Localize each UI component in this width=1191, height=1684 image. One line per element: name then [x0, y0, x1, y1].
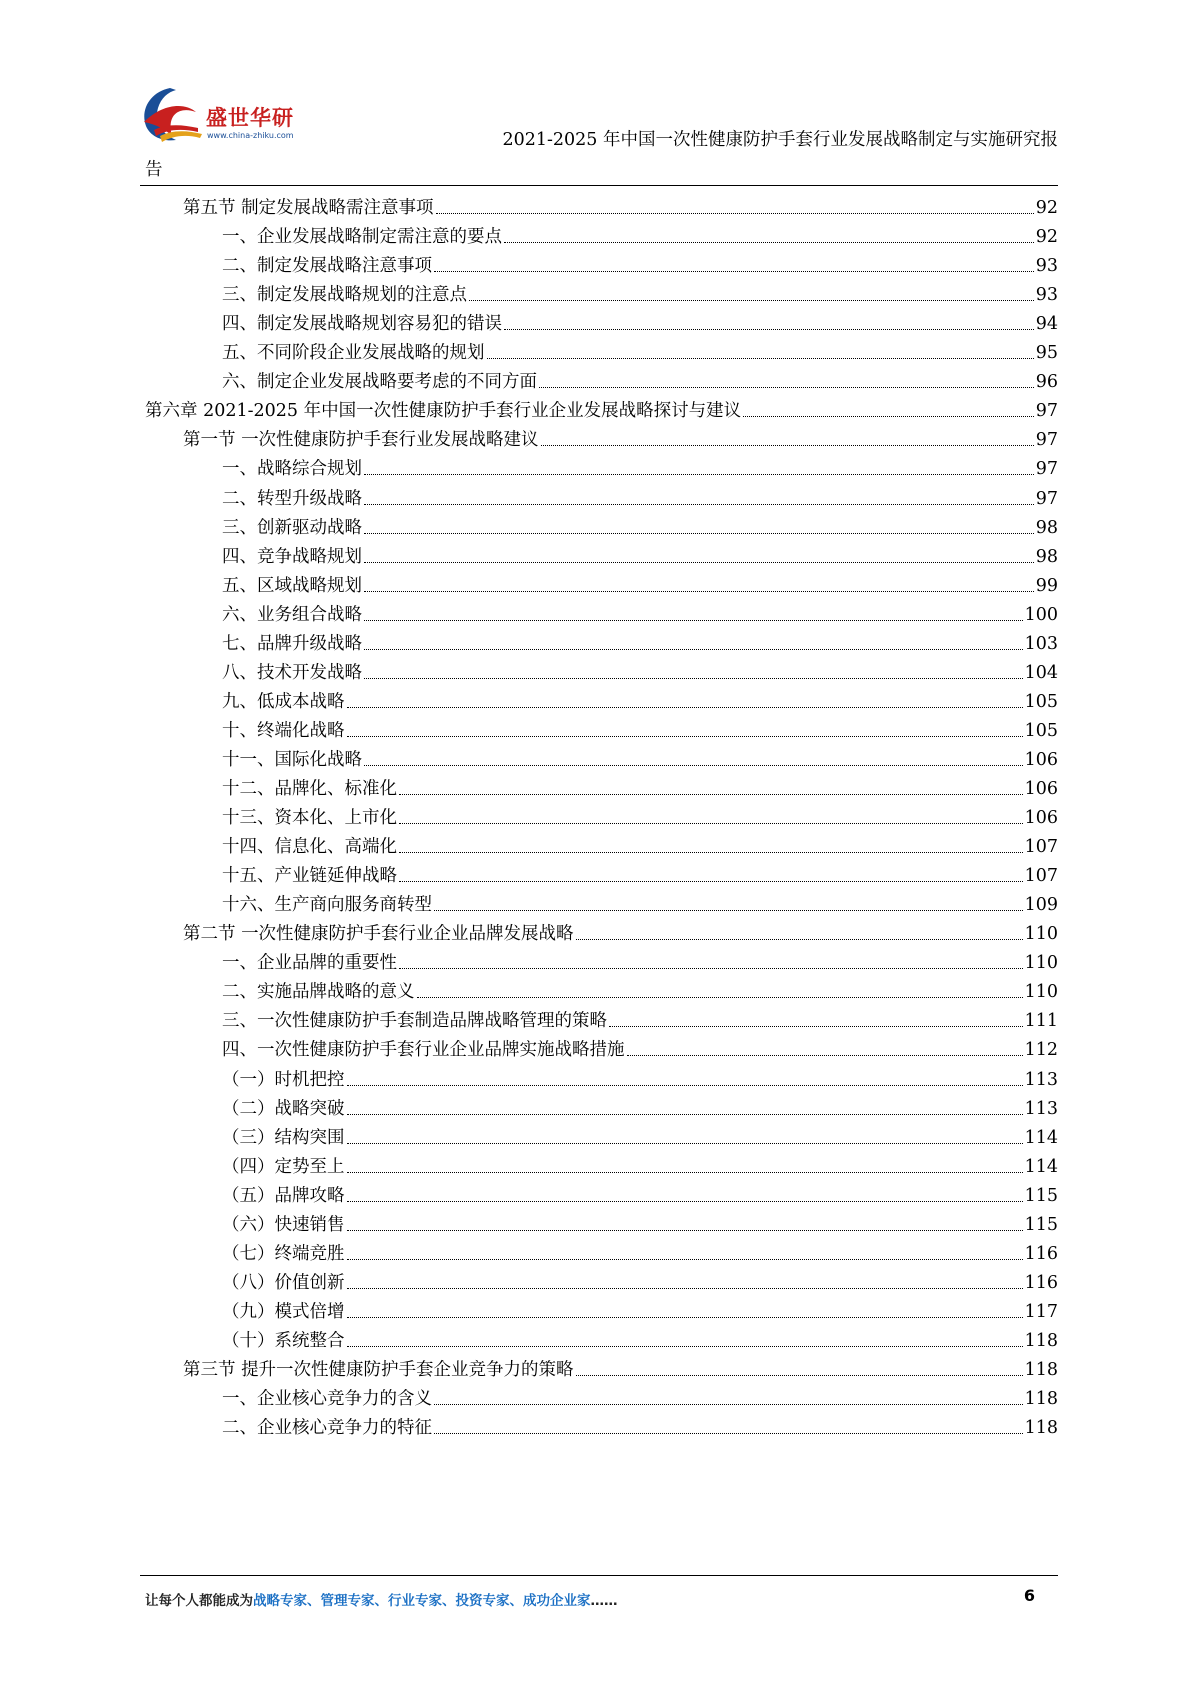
toc-leader-dots	[347, 1114, 1023, 1115]
toc-entry-label: 八、技术开发战略	[222, 662, 362, 683]
toc-entry-page: 113	[1024, 1069, 1058, 1090]
toc-entry-label: 十四、信息化、高端化	[222, 837, 397, 858]
toc-entry[interactable]	[222, 1060, 1058, 1091]
toc-entry-label: 六、业务组合战略	[222, 604, 362, 625]
toc-entry-page: 110	[1024, 982, 1058, 1003]
toc-entry-page: 114	[1024, 1156, 1058, 1177]
toc-entry-page: 105	[1024, 691, 1058, 712]
toc-entry-page: 104	[1024, 662, 1058, 683]
toc-entry-page: 110	[1024, 953, 1058, 974]
toc-entry[interactable]	[222, 653, 1058, 684]
toc-leader-dots	[627, 1055, 1023, 1056]
toc-entry[interactable]	[183, 420, 1058, 451]
footer-slogan-prefix: 让每个人都能成为	[145, 1593, 253, 1609]
toc-entry-label: 二、制定发展战略注意事项	[222, 256, 432, 277]
toc-leader-dots	[347, 736, 1023, 737]
company-logo	[140, 84, 320, 148]
toc-leader-dots	[541, 445, 1034, 446]
toc-entry[interactable]	[222, 479, 1058, 510]
toc-entry[interactable]	[222, 885, 1058, 916]
toc-leader-dots	[364, 678, 1023, 679]
logo-url: www.china-zhiku.com	[207, 131, 294, 140]
toc-entry[interactable]	[222, 304, 1058, 335]
toc-entry[interactable]	[222, 972, 1058, 1003]
toc-entry-label: 十六、生产商向服务商转型	[222, 895, 432, 916]
toc-entry-page: 99	[1035, 575, 1058, 596]
toc-entry-page: 97	[1035, 488, 1058, 509]
toc-entry-page: 107	[1024, 866, 1058, 887]
toc-entry[interactable]	[222, 682, 1058, 713]
toc-leader-dots	[576, 1375, 1023, 1376]
toc-entry-label: （二）战略突破	[222, 1098, 345, 1119]
toc-entry[interactable]	[222, 827, 1058, 858]
toc-entry-label: 第六章 2021-2025 年中国一次性健康防护手套行业企业发展战略探讨与建议	[145, 401, 742, 422]
toc-entry[interactable]	[222, 1408, 1058, 1439]
toc-entry[interactable]	[222, 740, 1058, 771]
toc-entry-page: 118	[1024, 1360, 1058, 1380]
toc-entry[interactable]	[222, 217, 1058, 248]
toc-leader-dots	[504, 242, 1034, 243]
toc-entry[interactable]	[222, 1147, 1058, 1178]
toc-leader-dots	[399, 852, 1023, 853]
toc-entry-page: 106	[1024, 749, 1058, 770]
toc-leader-dots	[364, 649, 1023, 650]
toc-leader-dots	[347, 1346, 1023, 1347]
toc-entry-page: 118	[1024, 1418, 1058, 1439]
toc-entry-page: 106	[1024, 808, 1058, 829]
toc-entry-page: 110	[1024, 924, 1058, 945]
toc-entry[interactable]	[222, 1118, 1058, 1149]
toc-entry-label: 十三、资本化、上市化	[222, 808, 397, 829]
toc-entry[interactable]	[183, 188, 1058, 219]
toc-entry-page: 96	[1035, 372, 1058, 393]
toc-leader-dots	[364, 504, 1034, 505]
footer-divider	[140, 1575, 1058, 1576]
toc-entry[interactable]	[222, 275, 1058, 306]
toc-leader-dots	[364, 620, 1023, 621]
toc-entry[interactable]	[222, 1379, 1058, 1410]
toc-entry-label: 一、企业发展战略制定需注意的要点	[222, 227, 502, 248]
logo-emblem-icon	[140, 84, 210, 148]
toc-entry-label: （三）结构突围	[222, 1127, 345, 1148]
toc-entry-page: 95	[1035, 343, 1058, 364]
toc-entry-label: 九、低成本战略	[222, 691, 345, 712]
toc-entry[interactable]	[222, 508, 1058, 539]
toc-entry-page: 114	[1024, 1127, 1058, 1148]
toc-leader-dots	[434, 1433, 1023, 1434]
toc-leader-dots	[417, 997, 1023, 998]
toc-entry-page: 116	[1024, 1272, 1058, 1293]
toc-entry-page: 105	[1024, 720, 1058, 741]
toc-leader-dots	[436, 213, 1034, 214]
toc-entry-label: 三、创新驱动战略	[222, 517, 362, 538]
toc-leader-dots	[347, 1230, 1023, 1231]
toc-entry-label: 第二节 一次性健康防护手套行业企业品牌发展战略	[183, 924, 574, 945]
toc-entry-label: （五）品牌攻略	[222, 1185, 345, 1206]
toc-entry-label: 二、转型升级战略	[222, 488, 362, 509]
toc-leader-dots	[364, 474, 1034, 475]
toc-entry-page: 98	[1035, 517, 1058, 538]
toc-leader-dots	[364, 765, 1023, 766]
toc-leader-dots	[399, 823, 1023, 824]
toc-entry-page: 107	[1024, 837, 1058, 858]
logo-name: 盛世华研	[206, 106, 294, 130]
header-divider	[140, 185, 1058, 186]
toc-entry[interactable]	[222, 1292, 1058, 1323]
toc-entry-label: 四、制定发展战略规划容易犯的错误	[222, 314, 502, 335]
toc-entry[interactable]	[222, 537, 1058, 568]
toc-entry-label: （一）时机把控	[222, 1069, 345, 1090]
toc-entry[interactable]	[183, 1350, 1058, 1381]
toc-entry-page: 97	[1035, 401, 1058, 422]
toc-entry-page: 118	[1024, 1389, 1058, 1410]
toc-entry-label: 一、企业核心竞争力的含义	[222, 1389, 432, 1410]
toc-entry[interactable]	[222, 362, 1058, 393]
toc-entry-label: （八）价值创新	[222, 1272, 345, 1293]
toc-entry-label: 一、战略综合规划	[222, 459, 362, 480]
toc-leader-dots	[399, 968, 1023, 969]
toc-entry[interactable]	[222, 624, 1058, 655]
toc-entry-label: 六、制定企业发展战略要考虑的不同方面	[222, 372, 537, 393]
toc-leader-dots	[347, 1317, 1023, 1318]
toc-entry[interactable]	[222, 1089, 1058, 1120]
toc-leader-dots	[576, 939, 1023, 940]
report-title: 2021-2025 年中国一次性健康防护手套行业发展战略制定与实施研究报	[502, 130, 1058, 150]
toc-entry-label: 二、企业核心竞争力的特征	[222, 1418, 432, 1439]
toc-entry-page: 109	[1024, 895, 1058, 916]
toc-entry[interactable]	[222, 856, 1058, 887]
toc-entry[interactable]	[222, 711, 1058, 742]
toc-leader-dots	[504, 329, 1034, 330]
toc-entry-page: 103	[1024, 633, 1058, 654]
toc-leader-dots	[364, 591, 1034, 592]
toc-entry-label: （六）快速销售	[222, 1214, 345, 1235]
toc-entry[interactable]	[222, 1263, 1058, 1294]
toc-entry-label: 十一、国际化战略	[222, 749, 362, 770]
toc-entry[interactable]	[222, 1205, 1058, 1236]
toc-entry[interactable]	[222, 769, 1058, 800]
toc-entry-label: 十五、产业链延伸战略	[222, 866, 397, 887]
toc-entry-page: 93	[1035, 285, 1058, 306]
toc-entry-page: 100	[1024, 604, 1058, 625]
toc-entry-label: （九）模式倍增	[222, 1301, 345, 1322]
toc-entry[interactable]	[145, 391, 1058, 422]
toc-entry[interactable]	[222, 943, 1058, 974]
toc-entry-page: 112	[1024, 1040, 1058, 1061]
toc-entry[interactable]	[222, 595, 1058, 626]
toc-leader-dots	[364, 562, 1034, 563]
toc-leader-dots	[487, 358, 1034, 359]
toc-entry[interactable]	[222, 1030, 1058, 1061]
toc-entry-page: 94	[1035, 314, 1058, 335]
footer-slogan-suffix: ……	[590, 1593, 618, 1609]
toc-entry-label: 三、制定发展战略规划的注意点	[222, 285, 467, 306]
toc-entry-page: 116	[1024, 1243, 1058, 1264]
toc-entry-label: 四、竞争战略规划	[222, 546, 362, 567]
toc-entry[interactable]	[222, 1176, 1058, 1207]
toc-entry[interactable]	[222, 246, 1058, 277]
toc-leader-dots	[434, 910, 1023, 911]
toc-entry-page: 118	[1024, 1330, 1058, 1351]
toc-entry-page: 115	[1024, 1185, 1058, 1206]
toc-entry-label: 四、一次性健康防护手套行业企业品牌实施战略措施	[222, 1040, 625, 1061]
toc-entry-label: 三、一次性健康防护手套制造品牌战略管理的策略	[222, 1011, 607, 1032]
toc-entry-page: 97	[1035, 430, 1058, 451]
toc-leader-dots	[347, 1172, 1023, 1173]
toc-leader-dots	[347, 1085, 1023, 1086]
toc-entry-label: 一、企业品牌的重要性	[222, 953, 397, 974]
toc-leader-dots	[347, 707, 1023, 708]
footer-slogan	[145, 1589, 618, 1609]
toc-entry-page: 97	[1035, 459, 1058, 480]
toc-leader-dots	[347, 1143, 1023, 1144]
toc-entry[interactable]	[222, 1321, 1058, 1352]
toc-entry-label: 五、不同阶段企业发展战略的规划	[222, 343, 485, 364]
toc-leader-dots	[347, 1259, 1023, 1260]
toc-leader-dots	[347, 1201, 1023, 1202]
toc-leader-dots	[743, 416, 1034, 417]
toc-leader-dots	[347, 1288, 1023, 1289]
toc-entry-page: 111	[1024, 1011, 1058, 1032]
toc-entry-label: 五、区域战略规划	[222, 575, 362, 596]
toc-entry[interactable]	[222, 449, 1058, 480]
toc-entry-label: 七、品牌升级战略	[222, 633, 362, 654]
footer-slogan-highlight: 战略专家、管理专家、行业专家、投资专家、成功企业家	[253, 1593, 591, 1609]
toc-entry-label: 十二、品牌化、标准化	[222, 779, 397, 799]
toc-entry[interactable]	[222, 798, 1058, 829]
toc-entry-page: 115	[1024, 1214, 1058, 1235]
toc-entry-page: 92	[1035, 198, 1058, 218]
toc-entry[interactable]	[222, 1234, 1058, 1265]
toc-entry-page: 117	[1024, 1301, 1058, 1322]
toc-leader-dots	[399, 881, 1023, 882]
toc-leader-dots	[609, 1026, 1023, 1027]
toc-entry-label: 十、终端化战略	[222, 720, 345, 741]
toc-leader-dots	[434, 1404, 1023, 1405]
toc-entry[interactable]	[222, 566, 1058, 597]
toc-entry-page: 93	[1035, 256, 1058, 277]
toc-leader-dots	[469, 300, 1034, 301]
toc-entry-page: 92	[1035, 227, 1058, 248]
report-title-continuation: 告	[145, 160, 163, 180]
toc-entry-page: 106	[1024, 779, 1058, 799]
toc-entry[interactable]	[222, 333, 1058, 364]
toc-entry[interactable]	[222, 1001, 1058, 1032]
toc-leader-dots	[399, 794, 1023, 795]
toc-entry-label: 第一节 一次性健康防护手套行业发展战略建议	[183, 430, 539, 451]
page-number: 6	[1023, 1586, 1035, 1605]
toc-entry-label: （七）终端竞胜	[222, 1243, 345, 1264]
toc-leader-dots	[364, 533, 1034, 534]
toc-entry-label: 第五节 制定发展战略需注意事项	[183, 198, 434, 218]
toc-entry-label: （四）定势至上	[222, 1156, 345, 1177]
toc-leader-dots	[539, 387, 1034, 388]
toc-entry-label: 第三节 提升一次性健康防护手套企业竞争力的策略	[183, 1360, 574, 1380]
toc-entry-label: 二、实施品牌战略的意义	[222, 982, 415, 1003]
toc-entry-label: （十）系统整合	[222, 1330, 345, 1351]
toc-entry-page: 98	[1035, 546, 1058, 567]
toc-entry-page: 113	[1024, 1098, 1058, 1119]
toc-entry[interactable]	[183, 914, 1058, 945]
toc-leader-dots	[434, 271, 1034, 272]
